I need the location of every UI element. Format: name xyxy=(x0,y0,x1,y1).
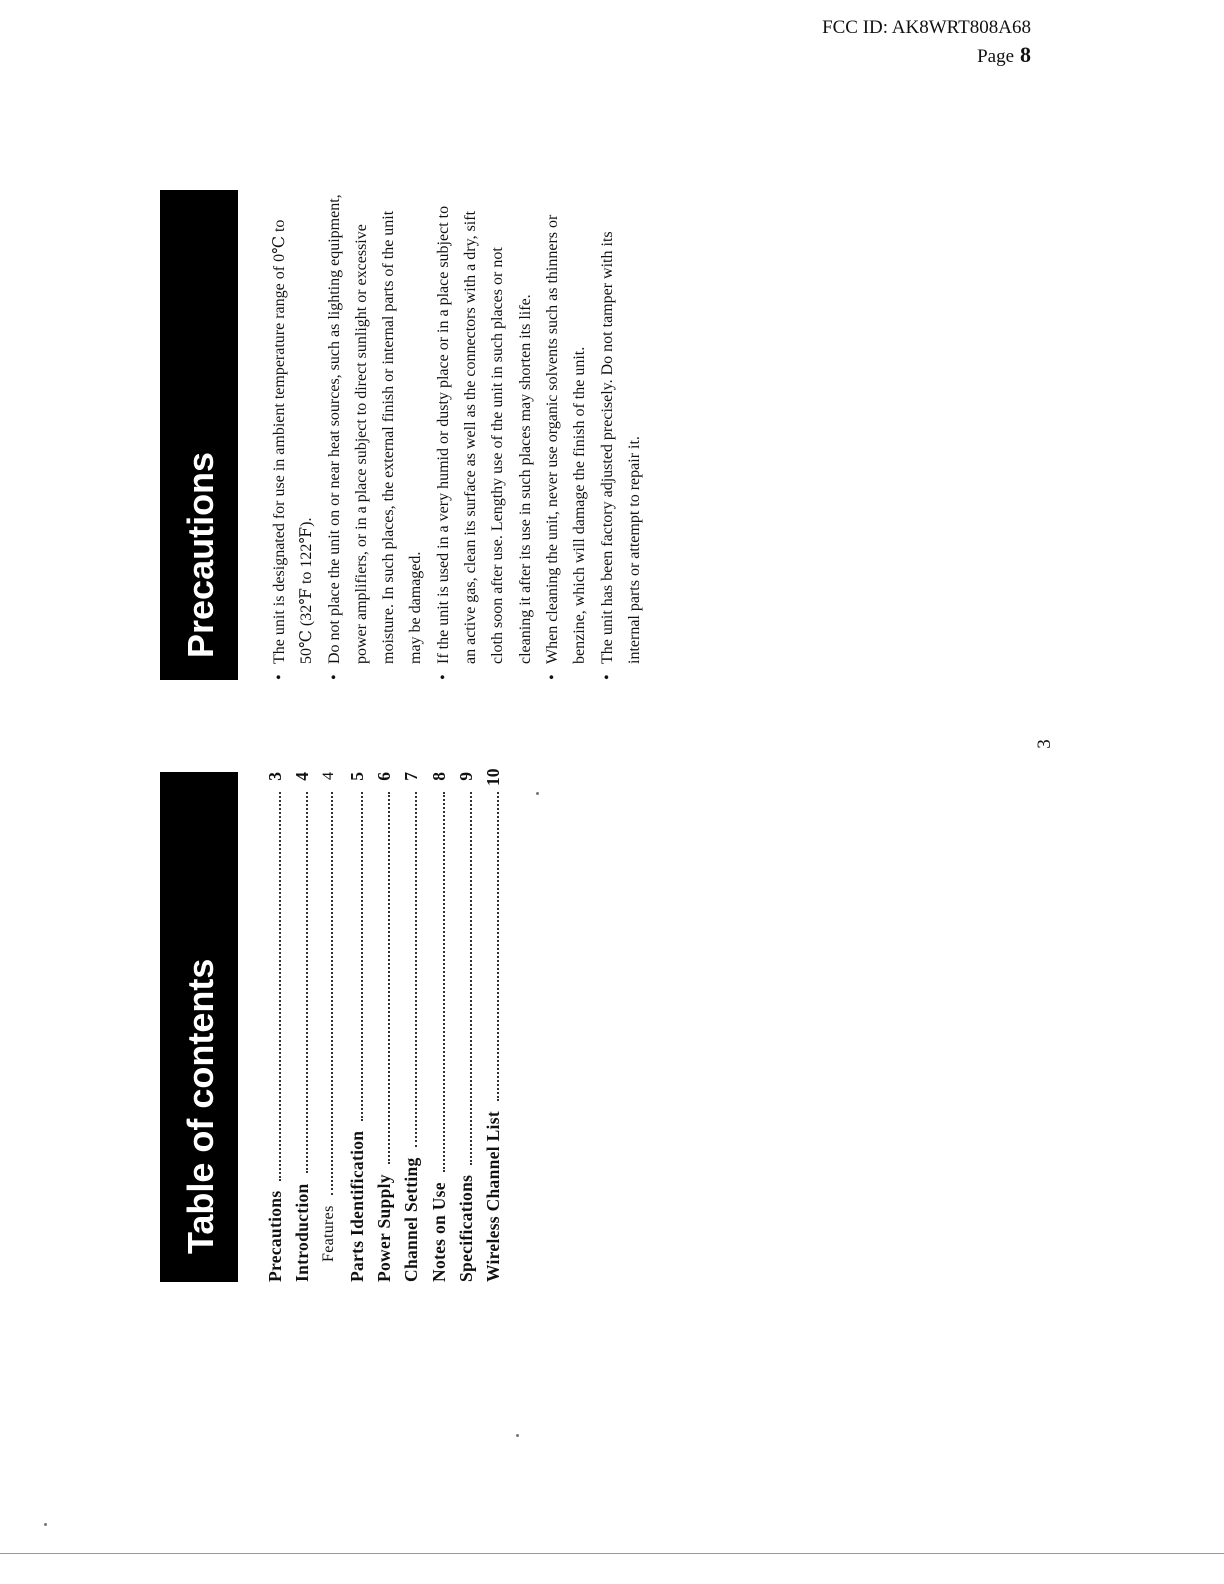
toc-entry-label: Notes on Use xyxy=(428,1182,449,1282)
toc-entry xyxy=(347,772,374,1282)
toc-entry xyxy=(401,772,428,1282)
toc-list xyxy=(265,768,511,1282)
precaution-item: • The unit is designated for use in ambient temperature range of 0℃ to 50℃ (32℉ to 122℉). xyxy=(266,190,321,680)
table-of-contents xyxy=(160,768,511,1282)
toc-leader xyxy=(388,792,390,1164)
scan-speck xyxy=(536,792,539,795)
fcc-id: FCC ID: AK8WRT808A68 xyxy=(822,17,1031,38)
precautions-title: Precautions xyxy=(160,190,238,680)
toc-leader xyxy=(443,792,445,1172)
toc-entry xyxy=(483,768,510,1282)
toc-entry-page: 10 xyxy=(483,768,504,786)
toc-entry xyxy=(429,772,456,1282)
toc-entry xyxy=(374,772,401,1282)
precaution-item: • If the unit is used in a very humid or dusty place or in a place subject to an active gas, clean its surface as well as the connectors with a dry, sift cloth soon after use. Lengthy use of the unit in such places or not cleaning it after its use in such places may shorten its life. xyxy=(430,190,539,680)
toc-entry-page: 3 xyxy=(265,772,285,781)
toc-entry-page: 8 xyxy=(428,772,449,781)
scan-speck xyxy=(44,1523,47,1526)
toc-entry-page: 9 xyxy=(456,772,477,781)
toc-leader xyxy=(361,792,363,1121)
toc-entry-label: Channel Setting xyxy=(401,1157,422,1282)
precaution-item: • Do not place the unit on or near heat sources, such as lighting equipment, power amplifiers, or in a place subject to direct sunlight or excessive moisture. In such places, the external finish or internal parts of the unit may be damaged. xyxy=(321,190,430,680)
toc-entry-page: 6 xyxy=(374,772,395,781)
toc-entry-label: Wireless Channel List xyxy=(483,1111,504,1282)
toc-leader xyxy=(331,792,333,1195)
rotated-page xyxy=(160,190,690,1282)
page-number: 8 xyxy=(1020,42,1031,67)
precautions-list xyxy=(266,190,648,680)
toc-leader xyxy=(306,792,308,1173)
precaution-item: • When cleaning the unit, never use organic solvents such as thinners or benzine, which will damage the finish of the unit. xyxy=(539,190,594,680)
toc-entry-page: 4 xyxy=(292,772,313,781)
toc-title: Table of contents xyxy=(160,772,238,1282)
toc-entry xyxy=(320,772,347,1282)
toc-leader xyxy=(415,792,417,1147)
fcc-header xyxy=(822,14,1031,70)
footer-page-number: 3 xyxy=(1033,739,1055,749)
toc-entry-label: Power Supply xyxy=(374,1174,395,1282)
toc-entry xyxy=(456,772,483,1282)
page-label: Page xyxy=(977,46,1014,67)
scan-edge-line xyxy=(0,1553,1224,1554)
toc-entry-label: Specifications xyxy=(456,1174,477,1282)
toc-entry xyxy=(265,772,292,1282)
toc-entry-page: 5 xyxy=(346,772,367,781)
toc-entry-label: Features xyxy=(319,1205,337,1262)
page-indicator xyxy=(822,41,1031,70)
scan-speck xyxy=(516,1434,519,1437)
toc-entry-page: 7 xyxy=(401,772,422,781)
toc-entry-label: Parts Identification xyxy=(346,1130,367,1282)
toc-leader xyxy=(497,792,499,1101)
toc-entry-label: Precautions xyxy=(265,1190,285,1282)
toc-entry-label: Introduction xyxy=(292,1183,313,1282)
toc-entry-page: 4 xyxy=(319,772,337,780)
toc-entry xyxy=(292,772,319,1282)
toc-leader xyxy=(470,792,472,1165)
toc-leader xyxy=(279,792,281,1181)
precaution-item: • The unit has been factory adjusted precisely. Do not tamper with its internal parts or attempt to repair it. xyxy=(594,190,649,680)
precautions-section xyxy=(160,190,648,680)
